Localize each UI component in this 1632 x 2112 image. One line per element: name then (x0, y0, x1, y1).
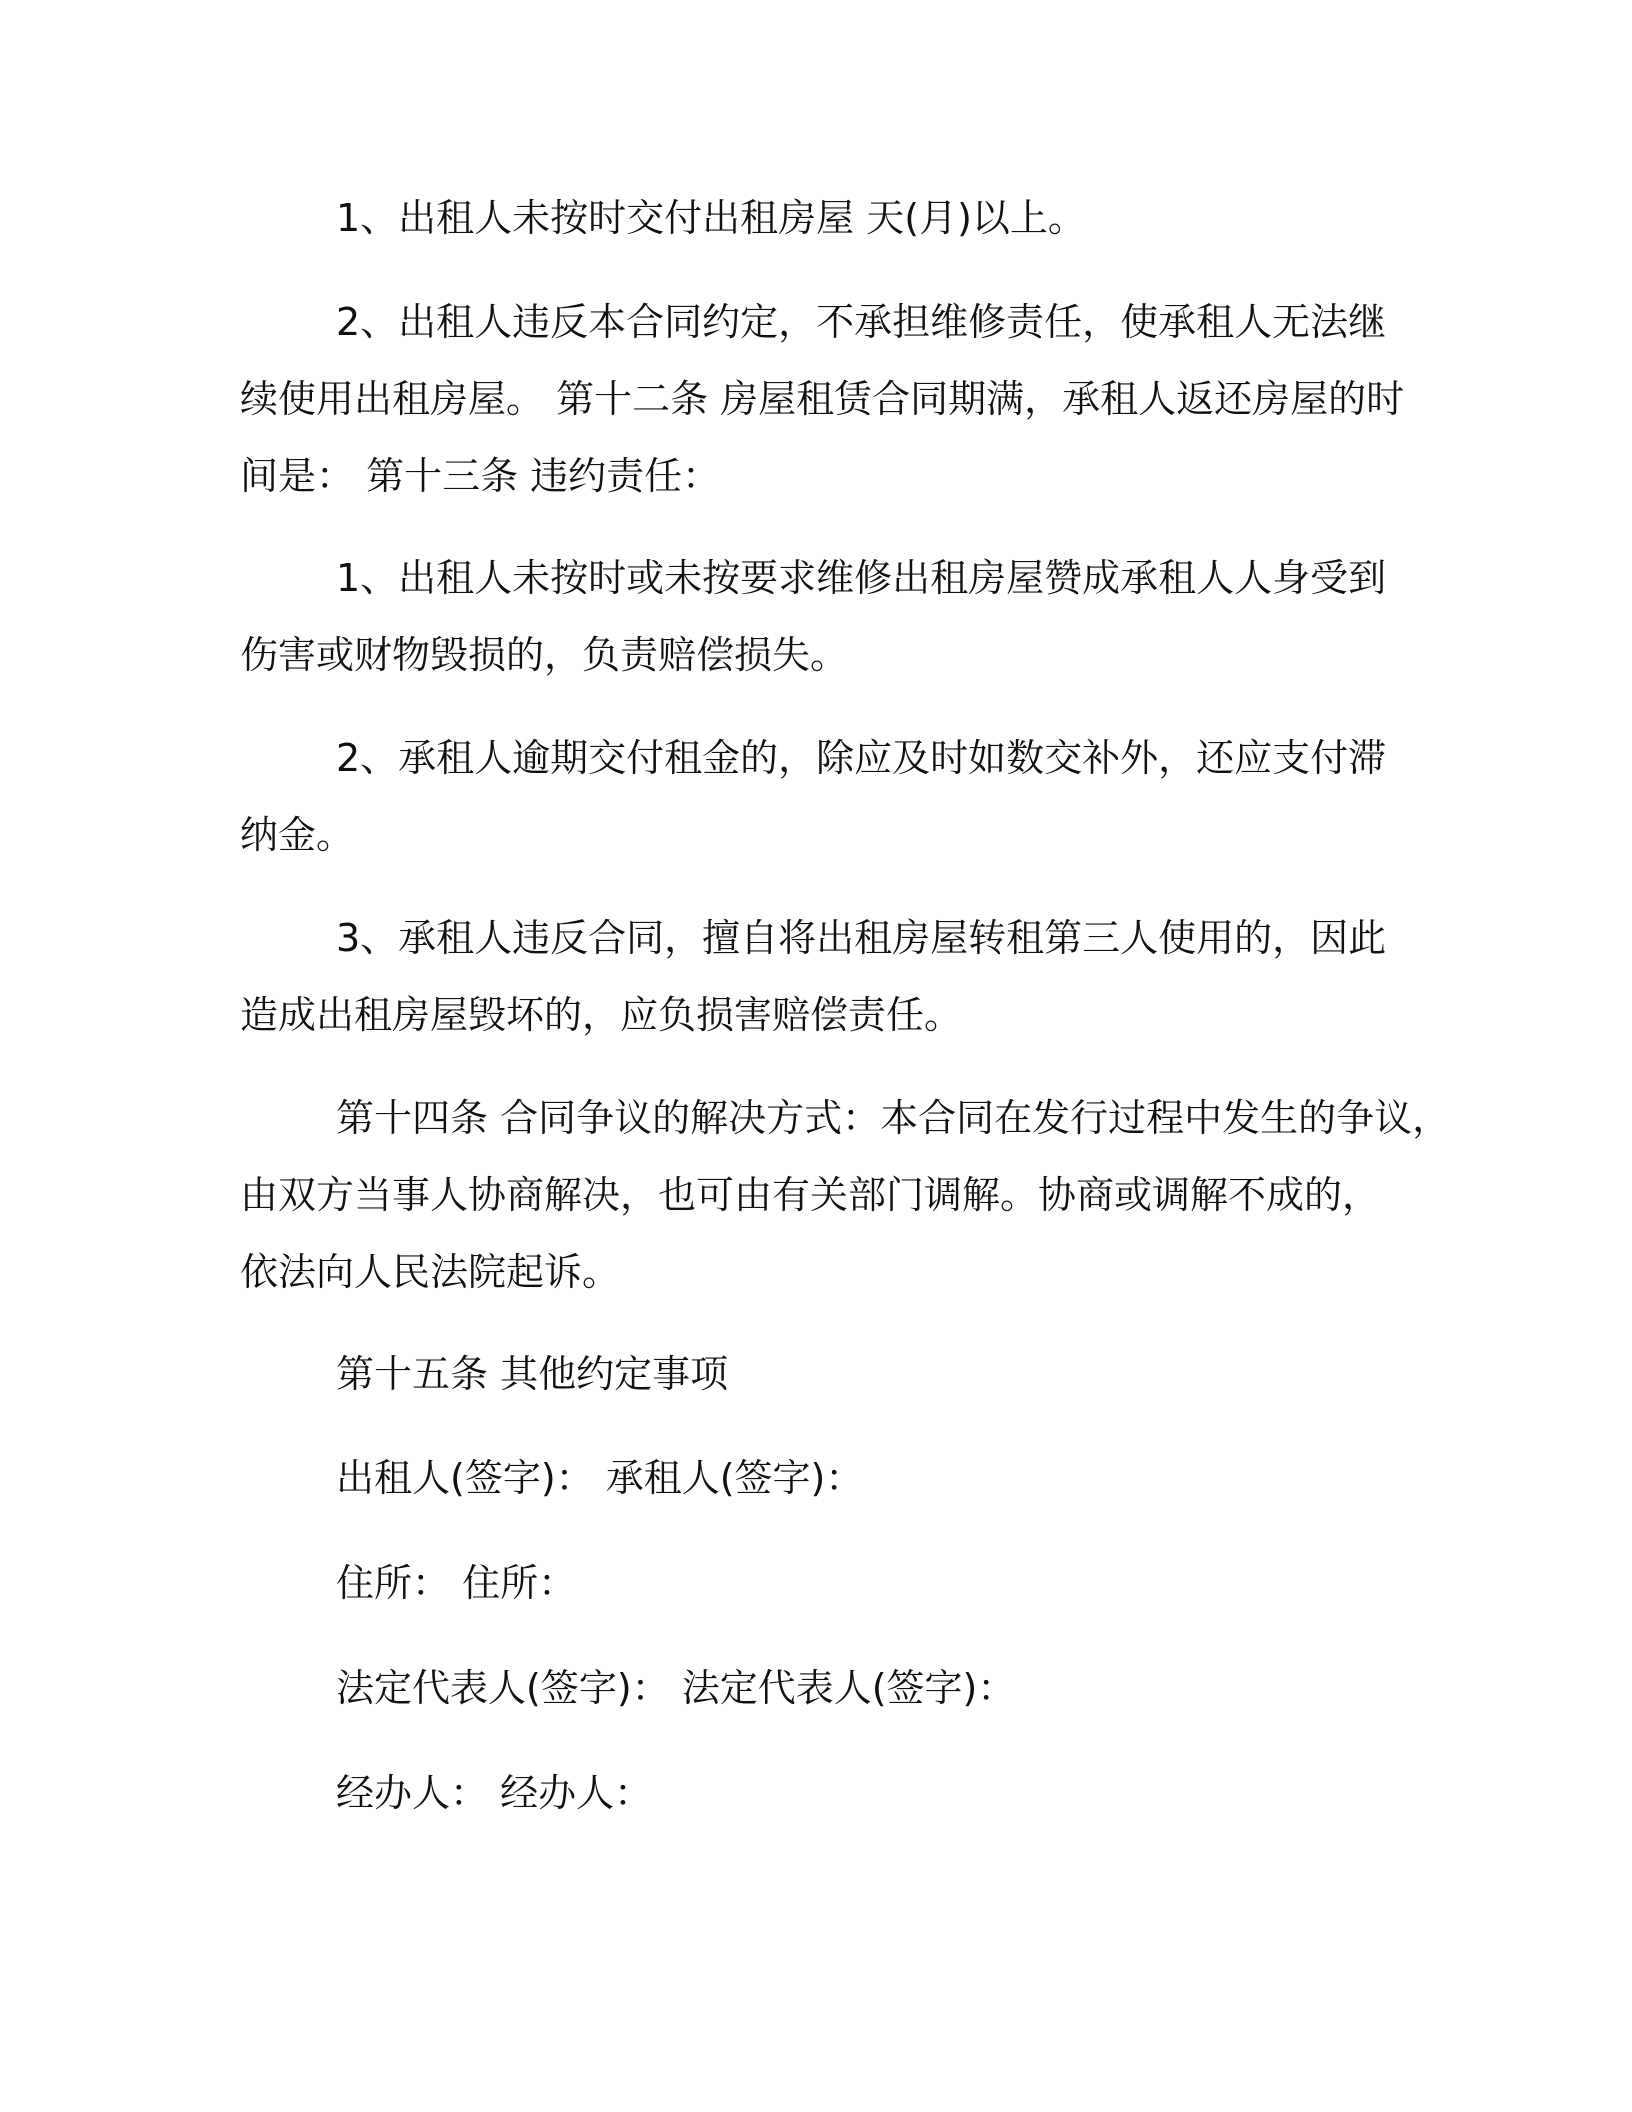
text-line: 经办人： 经办人： (336, 1771, 653, 1815)
text-line: 3、承租人违反合同，擅自将出租房屋转租第三人使用的，因此 (336, 916, 1387, 960)
text-line: 住所： 住所： (336, 1561, 577, 1605)
text-line: 2、出租人违反本合同约定，不承担维修责任，使承租人无法继 (336, 300, 1387, 344)
text-line: 依法向人民法院起诉。 (240, 1250, 621, 1294)
text-line: 1、出租人未按时交付出租房屋 天(月)以上。 (336, 196, 1086, 240)
paragraph-5 (240, 900, 1420, 1054)
text-line: 法定代表人(签字)： 法定代表人(签字)： (336, 1666, 1016, 1710)
text-line: 由双方当事人协商解决，也可由有关部门调解。协商或调解不成的， (240, 1173, 1381, 1217)
text-line: 伤害或财物毁损的，负责赔偿损失。 (240, 633, 849, 677)
signature-legal-representative (240, 1650, 1420, 1727)
paragraph-3 (240, 540, 1420, 694)
signature-address (240, 1545, 1420, 1622)
paragraph-4 (240, 720, 1420, 874)
text-line: 2、承租人逾期交付租金的，除应及时如数交补外，还应支付滞 (336, 736, 1387, 780)
text-line: 1、出租人未按时或未按要求维修出租房屋赞成承租人人身受到 (336, 556, 1387, 600)
paragraph-1 (240, 180, 1420, 257)
signature-lessor-lessee (240, 1440, 1420, 1517)
paragraph-2 (240, 284, 1420, 515)
text-line: 间是： 第十三条 违约责任： (240, 454, 721, 498)
text-line: 纳金。 (240, 813, 355, 857)
text-line: 出租人(签字)： 承租人(签字)： (336, 1456, 864, 1500)
text-line: 第十四条 合同争议的解决方式：本合同在发行过程中发生的争议， (336, 1096, 1451, 1140)
text-line: 续使用出租房屋。 第十二条 房屋租赁合同期满，承租人返还房屋的时 (240, 377, 1405, 421)
text-line: 第十五条 其他约定事项 (336, 1352, 729, 1396)
signature-handler (240, 1755, 1420, 1832)
paragraph-6 (240, 1080, 1451, 1311)
paragraph-7 (240, 1336, 1420, 1413)
text-line: 造成出租房屋毁坏的，应负损害赔偿责任。 (240, 993, 963, 1037)
